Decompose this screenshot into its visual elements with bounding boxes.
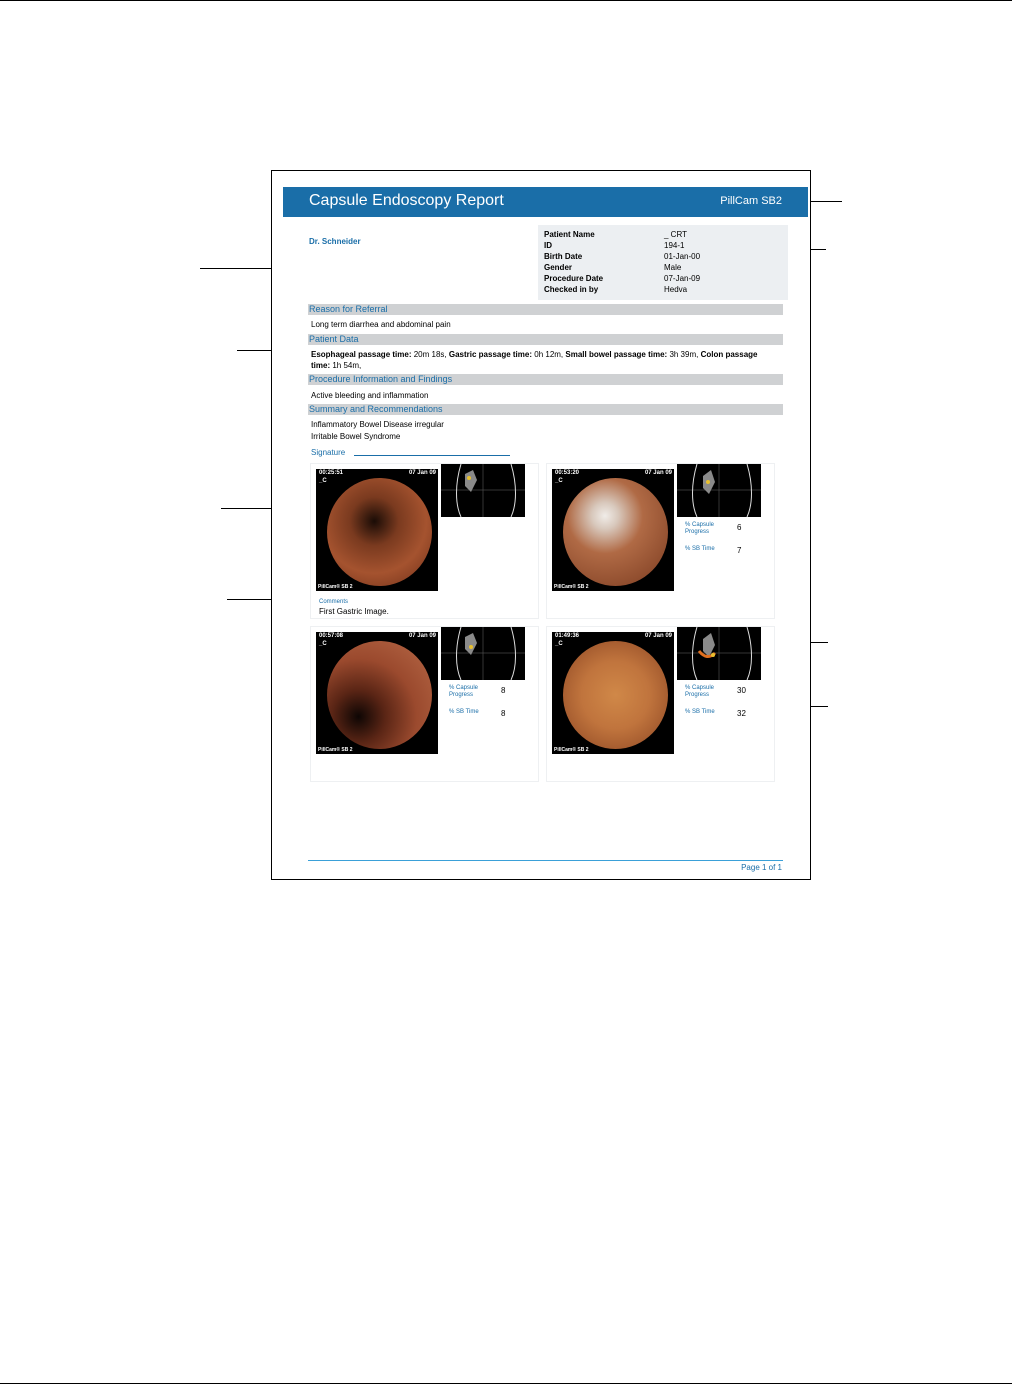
image-cell <box>546 463 775 619</box>
endoscopy-image[interactable] <box>552 632 674 754</box>
report-banner <box>283 187 808 217</box>
image-date: 07 Jan 09 <box>644 633 672 639</box>
patient-label: Patient Name <box>544 230 595 239</box>
body-locator-icon <box>677 627 761 680</box>
image-timestamp: 00:53:20 <box>555 470 580 476</box>
section-heading-patient-data <box>308 334 783 345</box>
image-timestamp: 00:57:08 <box>319 633 344 639</box>
image-frame-label: _C <box>555 478 563 484</box>
summary-line-1: Inflammatory Bowel Disease irregular <box>311 420 444 429</box>
esophageal-value: 20m 18s, <box>413 350 447 359</box>
section-heading-text: Patient Data <box>309 334 359 344</box>
report-page <box>271 170 811 880</box>
summary-line-2: Irritable Bowel Syndrome <box>311 432 401 441</box>
patient-value: Hedva <box>664 285 688 294</box>
patient-label: Birth Date <box>544 252 583 261</box>
footer-rule <box>308 860 783 861</box>
patient-label: Gender <box>544 263 573 272</box>
image-cell <box>310 463 539 619</box>
signature-label: Signature <box>311 448 346 457</box>
patient-value: 194-1 <box>664 241 685 250</box>
image-frame-label: _C <box>319 641 327 647</box>
image-date: 07 Jan 09 <box>408 470 436 476</box>
patient-value: _ CRT <box>664 230 687 239</box>
endoscopy-image[interactable] <box>316 632 438 754</box>
patient-value: 07-Jan-09 <box>664 274 701 283</box>
capsule-progress-label: % Capsule Progress <box>685 685 715 698</box>
section-heading-referral <box>308 304 783 315</box>
capsule-progress-value: 6 <box>737 523 742 532</box>
sb-time-label: % SB Time <box>449 709 479 715</box>
image-brand: PillCam® SB 2 <box>554 747 589 753</box>
section-heading-text: Reason for Referral <box>309 304 388 314</box>
sb-time-value: 32 <box>737 709 746 718</box>
comments-label: Comments <box>319 599 349 605</box>
section-heading-summary <box>308 404 783 415</box>
small-bowel-label: Small bowel passage time: <box>565 350 668 359</box>
image-timestamp: 00:25:51 <box>319 470 344 476</box>
image-circle <box>327 641 432 749</box>
patient-label: Checked in by <box>544 285 599 294</box>
patient-data-text <box>311 349 771 371</box>
section-heading-findings <box>308 374 783 385</box>
capsule-progress-label: % Capsule Progress <box>685 522 715 535</box>
sb-time-value: 7 <box>737 546 742 555</box>
doctor-name: Dr. Schneider <box>309 237 361 246</box>
image-date: 07 Jan 09 <box>408 633 436 639</box>
image-frame-label: _C <box>555 641 563 647</box>
colon-value: 1h 54m, <box>332 361 362 370</box>
capsule-progress-value: 30 <box>737 686 746 695</box>
gastric-label: Gastric passage time: <box>448 350 533 359</box>
image-brand: PillCam® SB 2 <box>318 747 353 753</box>
body-locator-icon <box>441 464 525 517</box>
image-brand: PillCam® SB 2 <box>318 584 353 590</box>
findings-text: Active bleeding and inflammation <box>311 391 429 400</box>
image-date: 07 Jan 09 <box>644 470 672 476</box>
image-circle <box>327 478 432 586</box>
page-number: Page 1 of 1 <box>741 863 782 872</box>
image-timestamp: 01:49:36 <box>555 633 580 639</box>
section-heading-text: Procedure Information and Findings <box>309 374 453 384</box>
patient-label: Procedure Date <box>544 274 604 283</box>
patient-label: ID <box>544 241 552 250</box>
colon-label: Colon passage time: <box>311 350 758 370</box>
signature-line <box>354 455 510 456</box>
referral-text: Long term diarrhea and abdominal pain <box>311 320 451 329</box>
report-title: Capsule Endoscopy Report <box>309 192 504 209</box>
image-circle <box>563 478 668 586</box>
product-name: PillCam SB2 <box>720 195 782 207</box>
patient-value: 01-Jan-00 <box>664 252 701 261</box>
sb-time-label: % SB Time <box>685 709 715 715</box>
section-heading-text: Summary and Recommendations <box>309 404 443 414</box>
esophageal-label: Esophageal passage time: <box>311 350 412 359</box>
image-cell <box>310 626 539 782</box>
endoscopy-image[interactable] <box>552 469 674 591</box>
capsule-progress-value: 8 <box>501 686 506 695</box>
top-rule <box>0 0 1012 1</box>
patient-value: Male <box>664 263 682 272</box>
sb-time-label: % SB Time <box>685 546 715 552</box>
image-frame-label: _C <box>319 478 327 484</box>
image-circle <box>563 641 668 749</box>
body-locator-icon <box>677 464 761 517</box>
sb-time-value: 8 <box>501 709 506 718</box>
image-cell <box>546 626 775 782</box>
small-bowel-value: 3h 39m, <box>669 350 699 359</box>
image-brand: PillCam® SB 2 <box>554 584 589 590</box>
endoscopy-image[interactable] <box>316 469 438 591</box>
patient-info-box <box>538 225 788 300</box>
capsule-progress-label: % Capsule Progress <box>449 685 479 698</box>
comments-text: First Gastric Image. <box>319 607 389 616</box>
body-locator-icon <box>441 627 525 680</box>
gastric-value: 0h 12m, <box>534 350 564 359</box>
